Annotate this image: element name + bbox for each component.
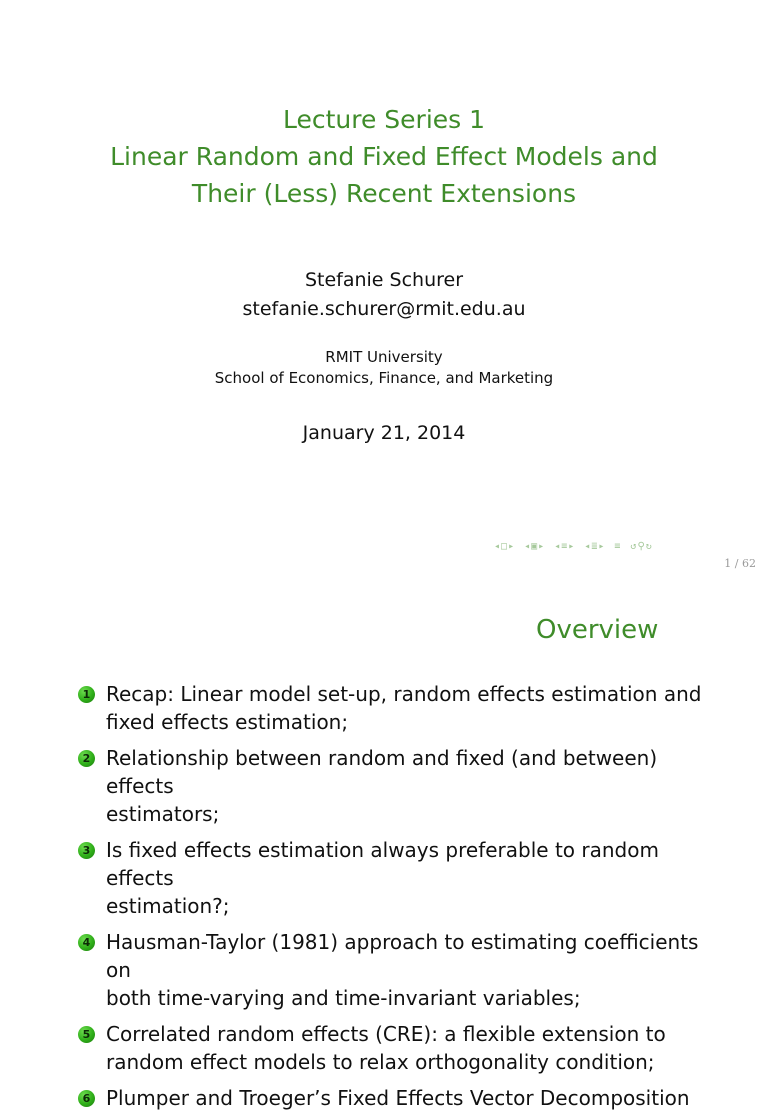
item-line-1: Relationship between random and fixed (and between) effects	[106, 746, 658, 798]
nav-search-icon[interactable]: ↺ ⚲ ↻	[630, 541, 652, 552]
nav-subsection-icon[interactable]: ◂ ≣ ▸	[584, 541, 605, 552]
overview-slide	[0, 580, 768, 1110]
nav-first-icon[interactable]: ◂ □ ▸	[494, 541, 515, 552]
list-item	[76, 1020, 726, 1076]
page-number: 1 / 62	[724, 557, 756, 570]
list-item	[76, 836, 726, 920]
item-line-2: both time-varying and time-invariant variables;	[106, 986, 581, 1010]
item-line-2: estimation?;	[106, 894, 230, 918]
presentation-date: January 21, 2014	[302, 422, 466, 444]
enumeration-ball-icon: 2	[78, 750, 95, 767]
title-line-3: Their (Less) Recent Extensions	[191, 179, 577, 208]
institution-name: RMIT University	[325, 348, 443, 366]
list-item	[76, 1084, 726, 1112]
list-item	[76, 744, 726, 828]
item-line-1: Correlated random effects (CRE): a flexible extension to	[106, 1022, 666, 1046]
title-line-2: Linear Random and Fixed Effect Models and	[110, 142, 658, 171]
beamer-navigation-bar	[494, 539, 764, 555]
item-line-1: Hausman-Taylor (1981) approach to estimating coefficients on	[106, 930, 699, 982]
institute-block	[0, 347, 768, 389]
slide-title	[0, 101, 768, 212]
nav-section-icon[interactable]: ≡	[614, 541, 621, 552]
item-line-1: Is fixed effects estimation always preferable to random effects	[106, 838, 659, 890]
item-line-2: random effect models to relax orthogonality condition;	[106, 1050, 655, 1074]
author-email: stefanie.schurer@rmit.edu.au	[242, 298, 526, 320]
enumeration-ball-icon: 4	[78, 934, 95, 951]
enumeration-ball-icon: 5	[78, 1026, 95, 1043]
item-line-1: Plumper and Troeger’s Fixed Effects Vector Decomposition	[106, 1086, 690, 1110]
nav-next-icon[interactable]: ◂ ≡ ▸	[554, 541, 575, 552]
enumeration-ball-icon: 3	[78, 842, 95, 859]
overview-list	[76, 680, 726, 1120]
enumeration-ball-icon: 1	[78, 686, 95, 703]
list-item	[76, 928, 726, 1012]
item-line-1: Recap: Linear model set-up, random effects estimation and	[106, 682, 702, 706]
item-line-2: estimators;	[106, 802, 220, 826]
frame-title: Overview	[536, 615, 659, 645]
item-line-2: fixed effects estimation;	[106, 710, 349, 734]
title-line-1: Lecture Series 1	[282, 105, 486, 134]
list-item	[76, 680, 726, 736]
school-name: School of Economics, Finance, and Marketing	[214, 369, 554, 387]
enumeration-ball-icon: 6	[78, 1090, 95, 1107]
author-name: Stefanie Schurer	[304, 269, 464, 291]
author-block	[0, 266, 768, 324]
nav-frame-icon[interactable]: ◂ ▣ ▸	[524, 541, 545, 552]
